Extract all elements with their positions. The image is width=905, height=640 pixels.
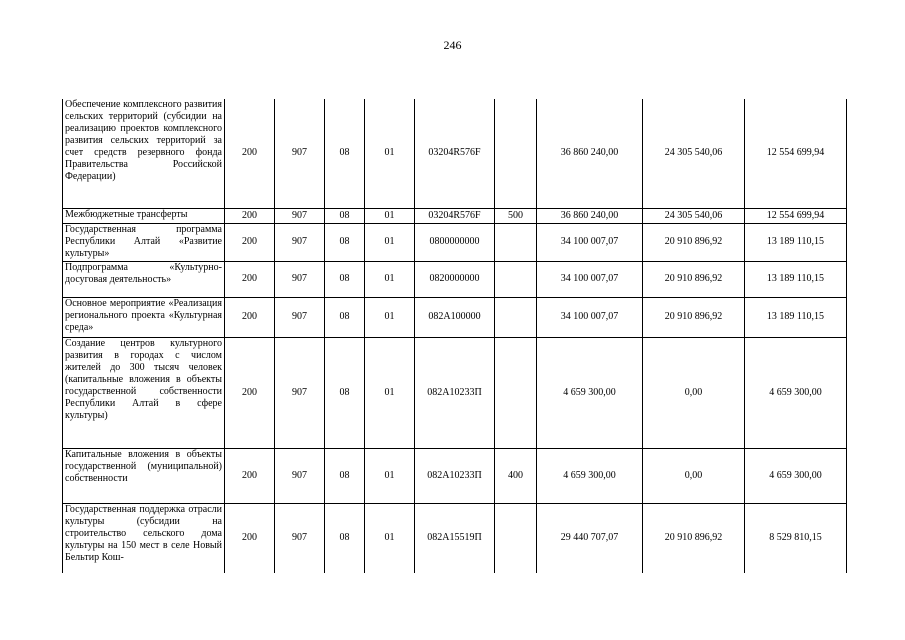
row-name: Создание центров культурного развития в городах с числом жителей до 300 тысяч человек (капитальные вложения в объекты государственной собственности Республики Алтай в сфере культуры): [63, 337, 225, 448]
cell-vr: 500: [495, 208, 537, 223]
row-name: Межбюджетные трансферты: [63, 208, 225, 223]
cell-rz: 08: [325, 99, 365, 208]
cell-ved: 907: [275, 297, 325, 337]
table-row: [63, 337, 847, 448]
cell-csr: 082A10233П: [415, 448, 495, 503]
cell-sum1: 4 659 300,00: [537, 448, 643, 503]
cell-sum1: 34 100 007,07: [537, 223, 643, 261]
cell-sum1: 34 100 007,07: [537, 261, 643, 297]
row-name: Капитальные вложения в объекты государственной (муниципальной) собственности: [63, 448, 225, 503]
cell-vr: [495, 337, 537, 448]
cell-ved: 907: [275, 208, 325, 223]
table-row: [63, 297, 847, 337]
cell-vr: [495, 261, 537, 297]
cell-sum3: 12 554 699,94: [745, 208, 847, 223]
row-name: Обеспечение комплексного развития сельских территорий (субсидии на реализацию проектов комплексного развития сельских территорий за счет средств резервного фонда Правительства Российской Федерации): [63, 99, 225, 208]
cell-sum3: 13 189 110,15: [745, 297, 847, 337]
cell-csr: 082A100000: [415, 297, 495, 337]
cell-rz: 08: [325, 208, 365, 223]
cell-sum2: 20 910 896,92: [643, 297, 745, 337]
cell-grbs: 200: [225, 208, 275, 223]
cell-sum1: 4 659 300,00: [537, 337, 643, 448]
budget-table: [62, 99, 847, 573]
cell-rz: 08: [325, 297, 365, 337]
cell-grbs: 200: [225, 503, 275, 573]
cell-pr: 01: [365, 261, 415, 297]
cell-pr: 01: [365, 503, 415, 573]
cell-sum1: 34 100 007,07: [537, 297, 643, 337]
cell-csr: 0800000000: [415, 223, 495, 261]
cell-ved: 907: [275, 99, 325, 208]
cell-vr: [495, 297, 537, 337]
table-row: [63, 208, 847, 223]
cell-pr: 01: [365, 297, 415, 337]
row-name: Подпрограмма «Культурно-досуговая деятельность»: [63, 261, 225, 297]
cell-sum2: 24 305 540,06: [643, 208, 745, 223]
cell-sum2: 0,00: [643, 337, 745, 448]
cell-sum2: 20 910 896,92: [643, 223, 745, 261]
cell-ved: 907: [275, 261, 325, 297]
cell-pr: 01: [365, 337, 415, 448]
table-row: [63, 99, 847, 208]
cell-csr: 082A15519П: [415, 503, 495, 573]
cell-csr: 03204R576F: [415, 208, 495, 223]
cell-pr: 01: [365, 208, 415, 223]
cell-sum1: 36 860 240,00: [537, 208, 643, 223]
cell-sum2: 20 910 896,92: [643, 261, 745, 297]
table-row: [63, 261, 847, 297]
cell-sum3: 13 189 110,15: [745, 223, 847, 261]
cell-sum3: 13 189 110,15: [745, 261, 847, 297]
cell-sum1: 29 440 707,07: [537, 503, 643, 573]
cell-grbs: 200: [225, 261, 275, 297]
cell-rz: 08: [325, 223, 365, 261]
cell-sum2: 24 305 540,06: [643, 99, 745, 208]
cell-pr: 01: [365, 448, 415, 503]
cell-grbs: 200: [225, 99, 275, 208]
row-name: Государственная программа Республики Алтай «Развитие культуры»: [63, 223, 225, 261]
cell-csr: 0820000000: [415, 261, 495, 297]
cell-csr: 082A10233П: [415, 337, 495, 448]
cell-sum3: 8 529 810,15: [745, 503, 847, 573]
cell-ved: 907: [275, 503, 325, 573]
row-name: Государственная поддержка отрасли культуры (субсидии на строительство сельского дома культуры на 150 мест в селе Новый Бельтир Кош-: [63, 503, 225, 573]
cell-pr: 01: [365, 223, 415, 261]
cell-grbs: 200: [225, 223, 275, 261]
cell-vr: [495, 99, 537, 208]
page-number: 246: [443, 38, 462, 52]
cell-vr: [495, 223, 537, 261]
table-row: [63, 503, 847, 573]
cell-rz: 08: [325, 337, 365, 448]
cell-rz: 08: [325, 448, 365, 503]
cell-vr: [495, 503, 537, 573]
cell-sum3: 4 659 300,00: [745, 337, 847, 448]
cell-sum1: 36 860 240,00: [537, 99, 643, 208]
cell-pr: 01: [365, 99, 415, 208]
cell-rz: 08: [325, 503, 365, 573]
cell-sum2: 0,00: [643, 448, 745, 503]
cell-rz: 08: [325, 261, 365, 297]
table-row: [63, 448, 847, 503]
table-row: [63, 223, 847, 261]
cell-grbs: 200: [225, 448, 275, 503]
cell-grbs: 200: [225, 297, 275, 337]
cell-sum3: 12 554 699,94: [745, 99, 847, 208]
cell-ved: 907: [275, 337, 325, 448]
cell-sum2: 20 910 896,92: [643, 503, 745, 573]
cell-ved: 907: [275, 223, 325, 261]
cell-sum3: 4 659 300,00: [745, 448, 847, 503]
cell-vr: 400: [495, 448, 537, 503]
cell-grbs: 200: [225, 337, 275, 448]
cell-csr: 03204R576F: [415, 99, 495, 208]
cell-ved: 907: [275, 448, 325, 503]
row-name: Основное мероприятие «Реализация регионального проекта «Культурная среда»: [63, 297, 225, 337]
